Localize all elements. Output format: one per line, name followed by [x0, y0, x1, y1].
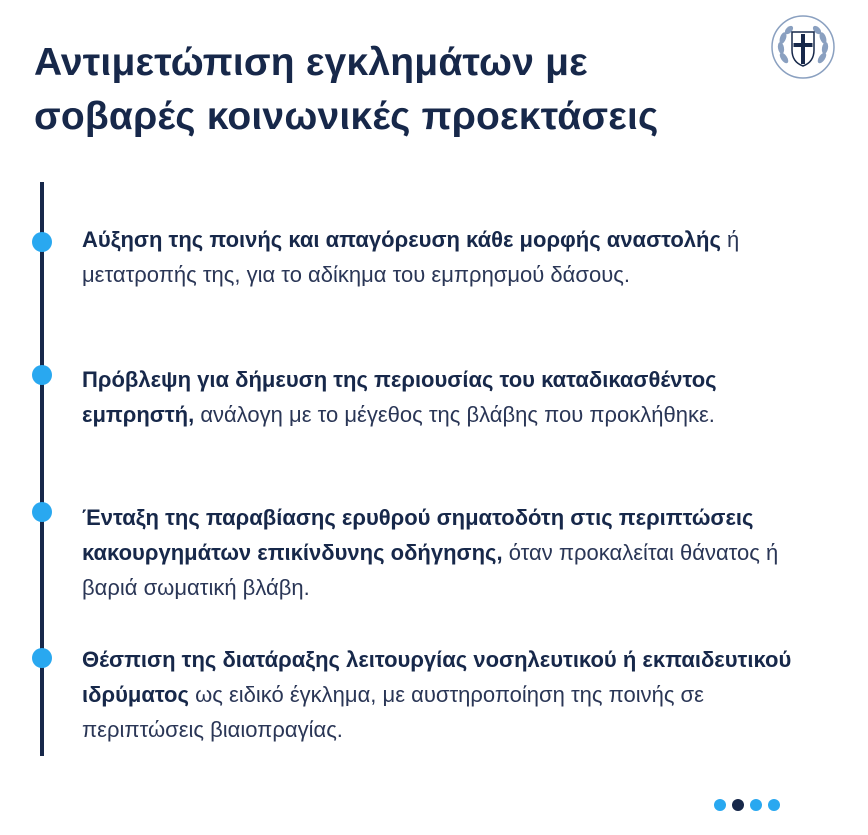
- item-bold-text: Θέσπιση της διατάραξης λειτουργίας νοσηλευτικού ή εκπαιδευτικού ιδρύματος: [82, 647, 792, 707]
- item-bold-text: Πρόβλεψη για δήμευση της περιουσίας του καταδικασθέντος εμπρηστή,: [82, 367, 717, 427]
- pager-dot[interactable]: [768, 799, 780, 811]
- bullet-dot: [32, 502, 52, 522]
- list-item: [82, 362, 812, 432]
- list-item: [82, 222, 812, 292]
- list-item: [82, 500, 812, 605]
- title-line-2: σοβαρές κοινωνικές προεκτάσεις: [34, 95, 659, 138]
- item-normal-text: ανάλογη με το μέγεθος της βλάβης που προκλήθηκε.: [194, 402, 715, 427]
- item-bold-text: Αύξηση της ποινής και απαγόρευση κάθε μορφής αναστολής: [82, 227, 721, 252]
- list-item: [82, 642, 812, 747]
- item-normal-text: ως ειδικό έγκλημα, με αυστηροποίηση της ποινής σε περιπτώσεις βιαιοπραγίας.: [82, 682, 704, 742]
- pager-dot-active[interactable]: [732, 799, 744, 811]
- pager-dot[interactable]: [714, 799, 726, 811]
- timeline-line: [40, 182, 44, 756]
- item-normal-text: όταν προκαλείται θάνατος ή βαριά σωματική βλάβη.: [82, 540, 779, 600]
- page-title: [34, 36, 794, 144]
- slide-pager[interactable]: [714, 799, 780, 813]
- greek-state-emblem-icon: [770, 14, 836, 80]
- item-normal-text: ή μετατροπής της, για το αδίκημα του εμπρησμού δάσους.: [82, 227, 740, 287]
- bullet-dot: [32, 365, 52, 385]
- bullet-dot: [32, 648, 52, 668]
- pager-dot[interactable]: [750, 799, 762, 811]
- item-bold-text: Ένταξη της παραβίασης ερυθρού σηματοδότη στις περιπτώσεις κακουργημάτων επικίνδυνης οδήγησης,: [82, 505, 754, 565]
- title-line-1: Αντιμετώπιση εγκλημάτων με: [34, 41, 588, 84]
- bullet-dot: [32, 232, 52, 252]
